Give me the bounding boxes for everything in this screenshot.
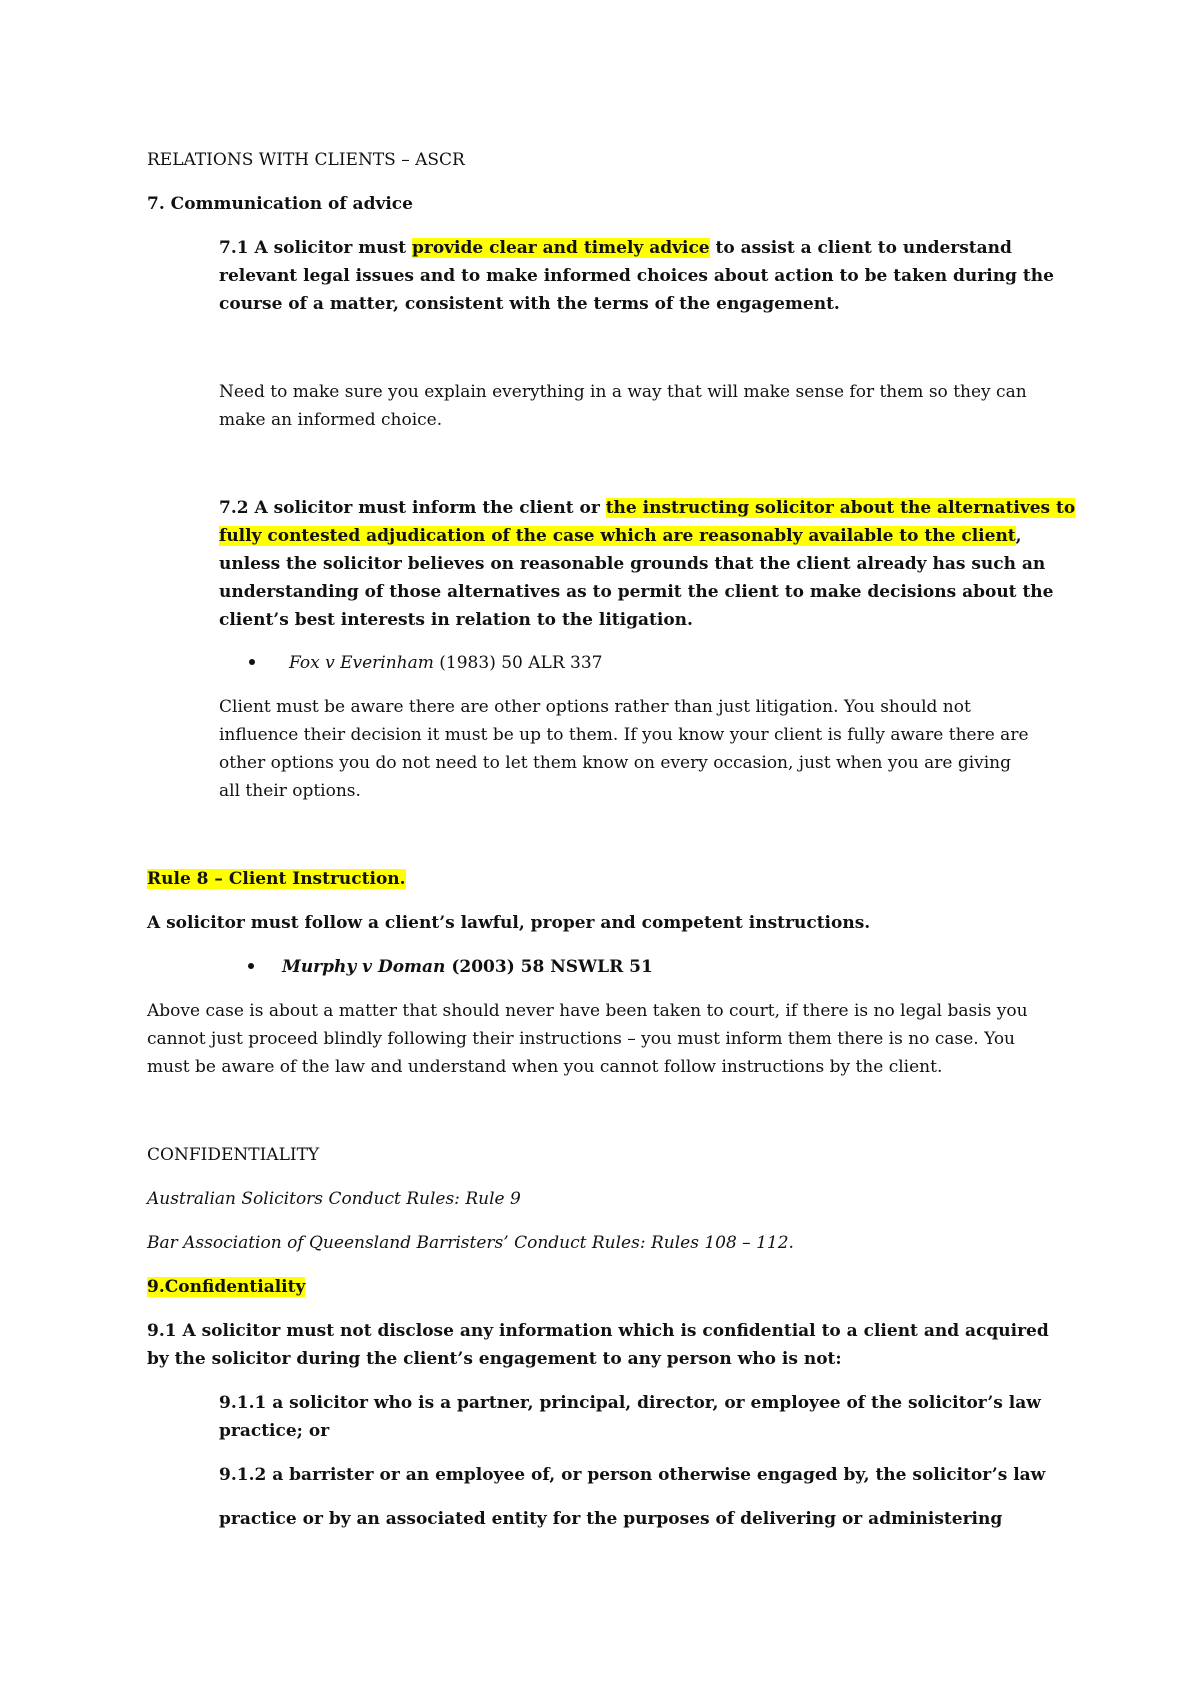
rule-7-1-line-1: 7.1 A solicitor must provide clear and timely advice to assist a client to understand: [219, 238, 1012, 258]
note-7-2-line-3: other options you do not need to let them know on every occasion, just when you are giving: [219, 753, 1012, 773]
highlight: Rule 8 – Client Instruction.: [147, 869, 406, 889]
rule-8-text: A solicitor must follow a client’s lawful, proper and competent instructions.: [147, 913, 871, 933]
highlight: provide clear and timely advice: [412, 238, 710, 258]
note-7-2-line-1: Client must be aware there are other options rather than just litigation. You should not: [219, 697, 971, 717]
highlight: the instructing solicitor about the alternatives to: [605, 498, 1076, 518]
bullet-icon: [249, 659, 255, 665]
rule-9-1-2-line-1: 9.1.2 a barrister or an employee of, or person otherwise engaged by, the solicitor’s law: [219, 1465, 1046, 1485]
case-fox-v-everinham: Fox v Everinham (1983) 50 ALR 337: [289, 653, 603, 673]
note-8-line-2: cannot just proceed blindly following their instructions – you must inform them there is no case. You: [147, 1029, 1016, 1049]
rule-9-1-line-1: 9.1 A solicitor must not disclose any information which is confidential to a client and acquired: [147, 1321, 1049, 1341]
rule-7-1-line-3: course of a matter, consistent with the terms of the engagement.: [219, 294, 840, 314]
bullet-icon: [248, 963, 254, 969]
highlight: 9.Confidentiality: [147, 1277, 306, 1297]
note-7-2-line-4: all their options.: [219, 781, 361, 801]
rule-7-2-line-2: fully contested adjudication of the case which are reasonably available to the client,: [219, 526, 1022, 546]
section-7-heading: 7. Communication of advice: [147, 194, 413, 214]
case-murphy-v-doman: Murphy v Doman (2003) 58 NSWLR 51: [282, 957, 653, 977]
highlight: fully contested adjudication of the case which are reasonably available to the client: [219, 526, 1016, 546]
rule-9-1-2-line-2: practice or by an associated entity for the purposes of delivering or administering: [219, 1509, 1003, 1529]
rule-7-2-line-3: unless the solicitor believes on reasonable grounds that the client already has such an: [219, 554, 1046, 574]
document-title: RELATIONS WITH CLIENTS – ASCR: [147, 150, 465, 170]
reference-ascr-rule-9: Australian Solicitors Conduct Rules: Rule 9: [147, 1189, 521, 1209]
rule-9-1-1-line-1: 9.1.1 a solicitor who is a partner, principal, director, or employee of the solicitor’s law: [219, 1393, 1041, 1413]
note-7-2-line-2: influence their decision it must be up to them. If you know your client is fully aware there are: [219, 725, 1029, 745]
confidentiality-heading: CONFIDENTIALITY: [147, 1145, 320, 1165]
rule-7-2-line-5: client’s best interests in relation to the litigation.: [219, 610, 693, 630]
note-7-1-line-1: Need to make sure you explain everything in a way that will make sense for them so they can: [219, 382, 1027, 402]
rule-7-1-line-2: relevant legal issues and to make informed choices about action to be taken during the: [219, 266, 1054, 286]
rule-7-2-line-4: understanding of those alternatives as to permit the client to make decisions about the: [219, 582, 1054, 602]
note-8-line-1: Above case is about a matter that should never have been taken to court, if there is no legal basis you: [147, 1001, 1028, 1021]
note-7-1-line-2: make an informed choice.: [219, 410, 443, 430]
rule-8-heading: [147, 867, 406, 891]
reference-bar-association-rules: Bar Association of Queensland Barristers’ Conduct Rules: Rules 108 – 112.: [147, 1233, 794, 1253]
rule-9-1-line-2: by the solicitor during the client’s engagement to any person who is not:: [147, 1349, 842, 1369]
rule-7-2-line-1: 7.2 A solicitor must inform the client or the instructing solicitor about the alternatives to: [219, 498, 1076, 518]
note-8-line-3: must be aware of the law and understand when you cannot follow instructions by the client.: [147, 1057, 943, 1077]
rule-9-1-1-line-2: practice; or: [219, 1421, 330, 1441]
rule-9-heading: [147, 1275, 305, 1299]
